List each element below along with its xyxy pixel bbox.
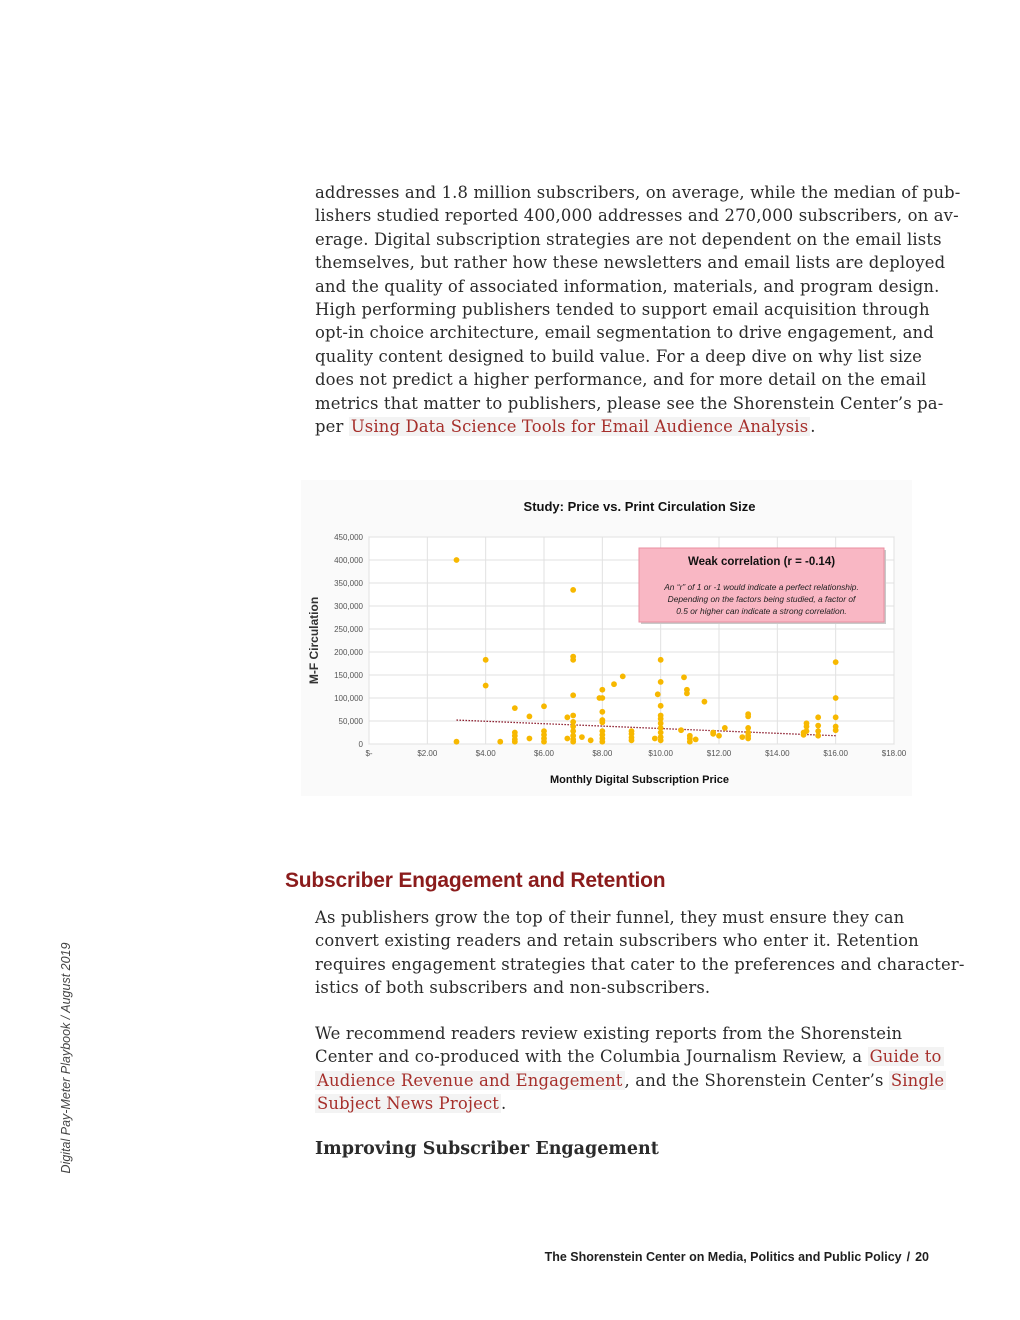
- x-tick-label: $10.00: [648, 749, 673, 758]
- data-point: [527, 714, 533, 720]
- data-point: [684, 691, 690, 697]
- data-point: [599, 709, 605, 715]
- retention-line: istics of both subscribers and non-subscribers.: [315, 978, 711, 998]
- data-point: [564, 714, 570, 720]
- intro-line: erage. Digital subscription strategies are not dependent on the email lists: [315, 229, 942, 249]
- data-point: [745, 736, 751, 742]
- y-tick-label: 0: [358, 740, 363, 749]
- intro-line: quality content designed to build value. For a deep dive on why list size: [315, 346, 922, 366]
- data-point: [833, 727, 839, 733]
- page-footer: [545, 1250, 929, 1264]
- annotation-line: 0.5 or higher can indicate a strong correlation.: [676, 606, 847, 616]
- data-point: [702, 699, 708, 705]
- x-tick-label: $18.00: [881, 749, 907, 758]
- data-point: [564, 736, 570, 742]
- data-point: [454, 557, 460, 563]
- y-tick-label: 200,000: [334, 648, 363, 657]
- data-point: [599, 719, 605, 725]
- data-point: [599, 695, 605, 701]
- x-tick-label: $2.00: [417, 749, 438, 758]
- data-point: [658, 737, 664, 743]
- data-point: [588, 737, 594, 743]
- data-point: [722, 725, 728, 731]
- intro-lines: [315, 181, 961, 415]
- side-label: Digital Pay-Meter Playbook / August 2019: [59, 942, 73, 1174]
- data-point: [599, 687, 605, 693]
- data-point: [497, 739, 503, 745]
- intro-line: metrics that matter to publishers, please see the Shorenstein Center’s pa-: [315, 393, 944, 413]
- data-point: [833, 659, 839, 665]
- x-tick-label: $8.00: [592, 749, 613, 758]
- data-point: [620, 673, 626, 679]
- annotation-line: Depending on the factors being studied, a factor of: [667, 594, 856, 604]
- retention-line: requires engagement strategies that cater to the preferences and character-: [315, 954, 965, 974]
- data-point: [652, 736, 658, 742]
- data-point: [687, 739, 693, 745]
- y-tick-label: 150,000: [334, 671, 363, 680]
- data-point: [512, 739, 518, 745]
- recommend-line-4: Subject News Project .: [317, 1094, 507, 1114]
- data-point: [512, 705, 518, 711]
- intro-last-line: per Using Data Science Tools for Email Audience Analysis .: [315, 417, 816, 437]
- annotation-title: Weak correlation (r = -0.14): [687, 556, 836, 568]
- retention-lines: [315, 906, 965, 1000]
- y-tick-label: 250,000: [334, 625, 363, 634]
- data-point: [570, 692, 576, 698]
- section-heading: Subscriber Engagement and Retention: [285, 869, 666, 892]
- intro-line: and the quality of associated information, materials, and program design.: [315, 276, 940, 296]
- retention-line: convert existing readers and retain subscribers who enter it. Retention: [315, 931, 919, 951]
- recommend-paragraph: [315, 1022, 945, 1116]
- x-tick-label: $14.00: [765, 749, 790, 758]
- data-point: [681, 674, 687, 680]
- single-subject-link-cont[interactable]: Subject News Project: [317, 1094, 500, 1114]
- data-point: [658, 679, 664, 685]
- annotation-line: An “r” of 1 or -1 would indicate a perfect relationship.: [664, 582, 859, 592]
- x-tick-label: $16.00: [823, 749, 848, 758]
- data-point: [655, 691, 661, 697]
- data-point: [658, 657, 664, 663]
- y-axis-label: M-F Circulation: [307, 596, 321, 685]
- data-point: [541, 739, 547, 745]
- page-number: 20: [915, 1250, 929, 1264]
- recommend-line-3: Audience Revenue and Engagement , and the Shorenstein Center’s Single: [317, 1070, 945, 1090]
- data-point: [804, 728, 810, 734]
- guide-link[interactable]: Guide to: [869, 1047, 942, 1067]
- y-tick-label: 100,000: [334, 694, 363, 703]
- footer-separator: /: [906, 1250, 911, 1264]
- data-point: [815, 723, 821, 729]
- y-tick-label: 400,000: [334, 556, 363, 565]
- data-point: [541, 703, 547, 709]
- data-point: [833, 695, 839, 701]
- chart-title: Study: Price vs. Print Circulation Size: [523, 499, 756, 514]
- data-point: [570, 587, 576, 593]
- data-point: [716, 733, 722, 739]
- data-point: [527, 736, 533, 742]
- guide-link-cont[interactable]: Audience Revenue and Engagement: [317, 1070, 623, 1090]
- data-point: [745, 714, 751, 720]
- y-tick-label: 350,000: [334, 579, 363, 588]
- retention-line: As publishers grow the top of their funnel, they must ensure they can: [315, 908, 905, 927]
- data-point: [570, 657, 576, 663]
- x-axis-label: Monthly Digital Subscription Price: [549, 774, 730, 786]
- footer-org: The Shorenstein Center on Media, Politics and Public Policy: [544, 1250, 902, 1264]
- data-point: [611, 681, 617, 687]
- data-point: [710, 731, 716, 737]
- x-tick-label: $6.00: [533, 749, 555, 758]
- data-point: [815, 733, 821, 739]
- data-point: [693, 737, 699, 743]
- intro-line: addresses and 1.8 million subscribers, on average, while the median of pub-: [315, 183, 961, 202]
- data-point: [739, 734, 745, 740]
- x-tick-label: $12.00: [706, 749, 732, 758]
- data-point: [579, 734, 585, 740]
- data-point: [678, 727, 684, 733]
- data-point: [570, 713, 576, 719]
- intro-line: High performing publishers tended to support email acquisition through: [315, 300, 930, 320]
- intro-paragraph: [315, 181, 961, 438]
- data-point: [833, 714, 839, 720]
- y-tick-label: 300,000: [334, 602, 363, 611]
- subheading: Improving Subscriber Engagement: [315, 1139, 659, 1159]
- recommend-line-1: We recommend readers review existing reports from the Shorenstein: [315, 1024, 903, 1043]
- y-tick-label: 450,000: [334, 533, 363, 542]
- email-analysis-link[interactable]: Using Data Science Tools for Email Audience Analysis: [350, 417, 809, 437]
- scatter-chart: [301, 480, 912, 796]
- data-point: [815, 714, 821, 720]
- data-point: [629, 737, 635, 743]
- data-point: [599, 739, 605, 745]
- retention-paragraph: [315, 906, 965, 1000]
- data-point: [454, 739, 460, 745]
- chart-svg: [301, 480, 912, 796]
- intro-line: lishers studied reported 400,000 addresses and 270,000 subscribers, on av-: [315, 206, 959, 226]
- intro-line: opt-in choice architecture, email segmentation to drive engagement, and: [315, 323, 934, 343]
- data-point: [570, 739, 576, 745]
- y-tick-label: 50,000: [338, 717, 363, 726]
- data-point: [658, 703, 664, 709]
- single-subject-link[interactable]: Single: [890, 1070, 945, 1090]
- recommend-line-2: Center and co-produced with the Columbia Journalism Review, a Guide to: [315, 1047, 942, 1067]
- data-point: [483, 657, 489, 663]
- intro-line: themselves, but rather how these newsletters and email lists are deployed: [315, 253, 946, 273]
- intro-line: does not predict a higher performance, and for more detail on the email: [315, 370, 927, 390]
- x-tick-label: $4.00: [475, 749, 496, 758]
- x-tick-label: $-: [365, 749, 373, 758]
- data-point: [483, 683, 489, 689]
